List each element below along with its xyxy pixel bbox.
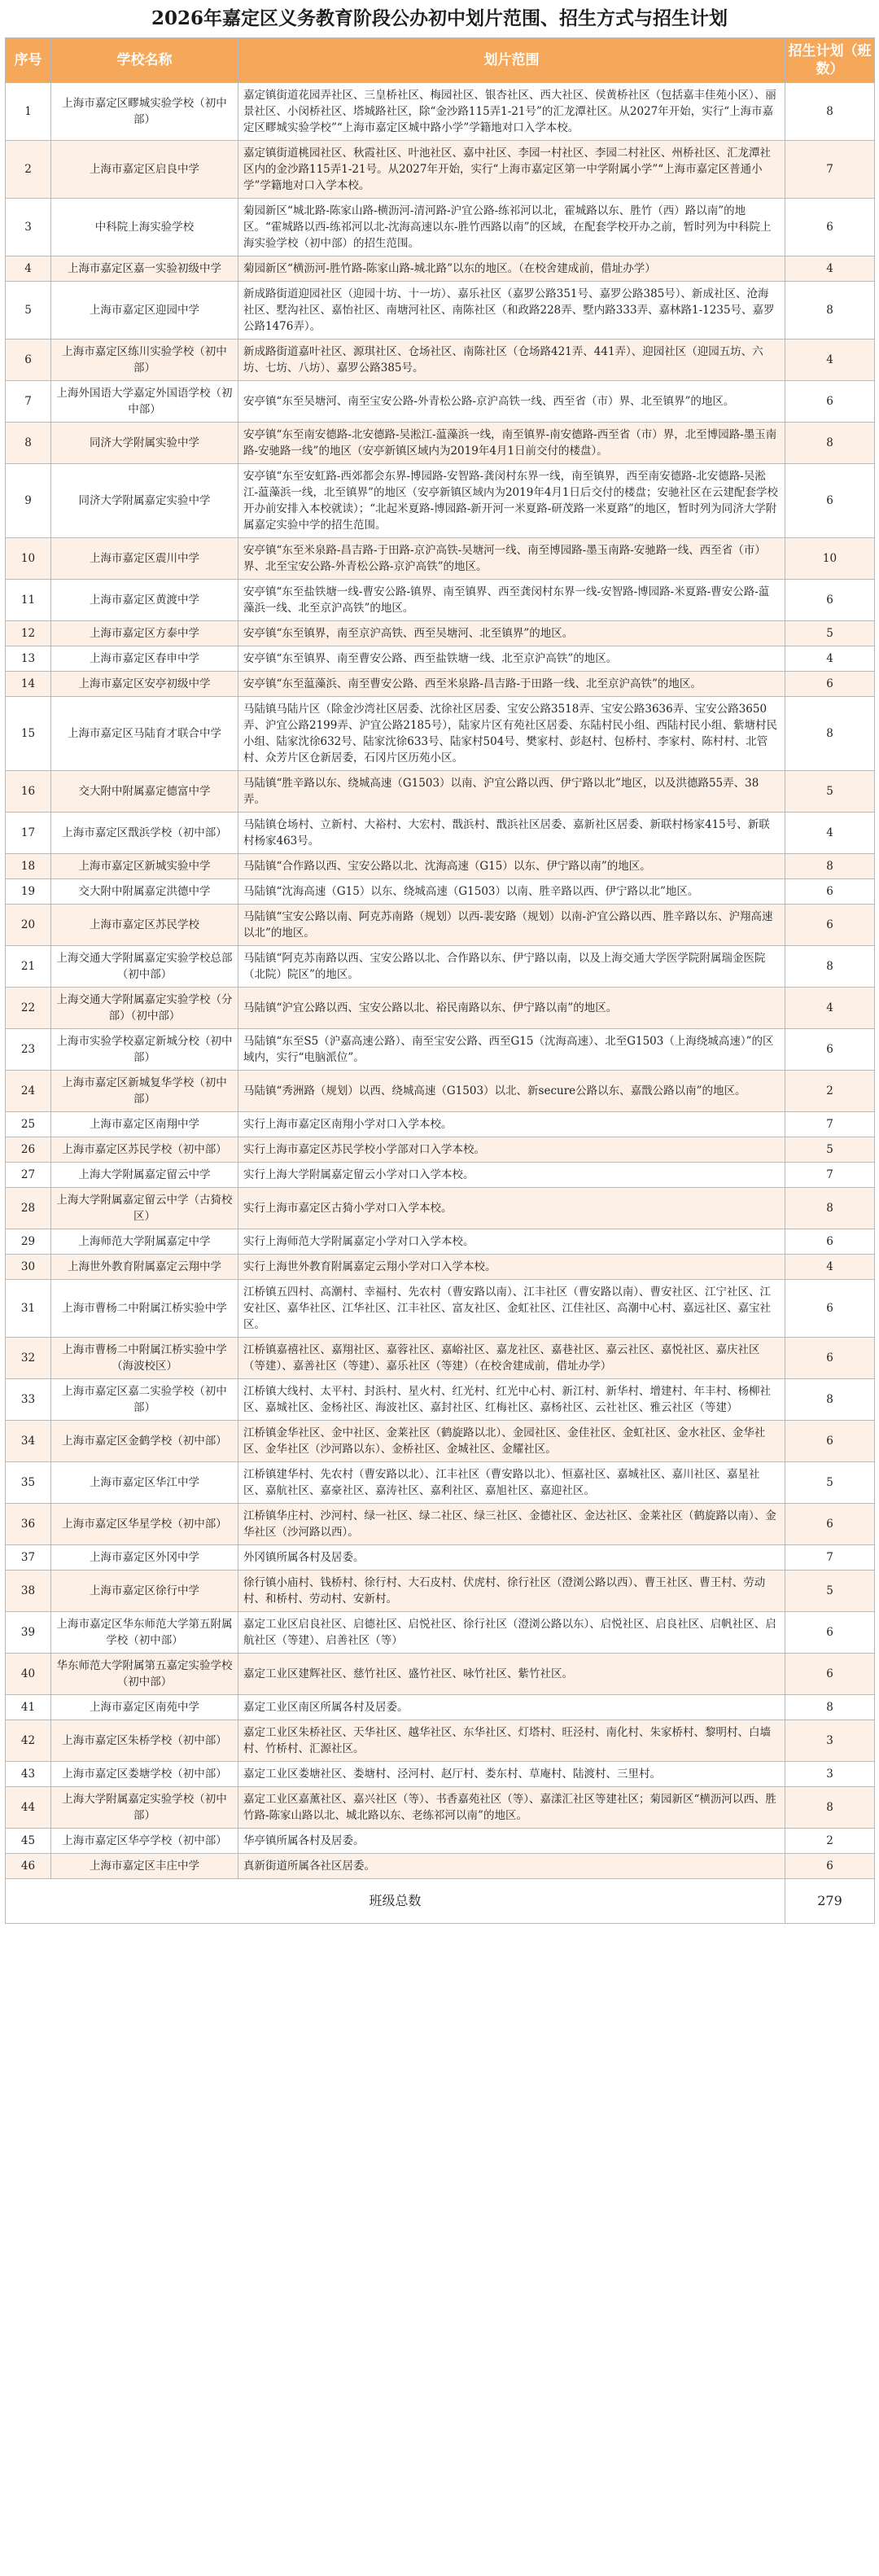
school-name: 上海市嘉定区黄渡中学 [51,580,238,621]
zoning-area: 马陆镇马陆片区（除金沙湾社区居委、沈徐社区居委、宝安公路3518弄、宝安公路3636弄、宝安公路3650弄、沪宜公路2199弄、沪宜公路2185号），陆家片区有苑社区居委、东陆村民小组、西陆村民小组、紫塘村民小组、陆家沈徐632号、陆家沈徐633号、陆家村504号、樊家村、彭赵村、包桥村、李家村、陈村村、北管村、众芳片区仓新居委，石冈片区历苑小区。 [238,697,785,771]
row-index: 12 [6,621,51,646]
zoning-area: 实行上海市嘉定区苏民学校小学部对口入学本校。 [238,1137,785,1163]
enrollment-plan: 6 [785,879,875,905]
school-name: 交大附中附属嘉定德富中学 [51,771,238,813]
enrollment-plan: 6 [785,464,875,538]
zoning-area: 嘉定工业区建辉社区、慈竹社区、盛竹社区、咏竹社区、紫竹社区。 [238,1654,785,1695]
row-index: 11 [6,580,51,621]
table-row [6,1762,875,1787]
school-name: 上海市嘉定区迎园中学 [51,282,238,340]
table-row [6,813,875,854]
school-name: 上海市嘉定区春申中学 [51,646,238,672]
zoning-area: 华亭镇所属各村及居委。 [238,1829,785,1854]
zoning-area: 安亭镇“东至蕰藻浜、南至曹安公路、西至米泉路-昌吉路-于田路一线、北至京沪高铁”的地区。 [238,672,785,697]
table-row [6,1545,875,1571]
school-name: 上海市嘉定区徐行中学 [51,1571,238,1612]
school-name: 上海市嘉定区方泰中学 [51,621,238,646]
table-row [6,1854,875,1879]
row-index: 17 [6,813,51,854]
zoning-area: 菊园新区“横沥河-胜竹路-陈家山路-城北路”以东的地区。（在校舍建成前，借址办学） [238,256,785,282]
zoning-area: 实行上海世外教育附属嘉定云翔小学对口入学本校。 [238,1255,785,1280]
zoning-area: 实行上海大学附属嘉定留云小学对口入学本校。 [238,1163,785,1188]
zoning-area: 实行上海师范大学附属嘉定小学对口入学本校。 [238,1229,785,1255]
school-name: 上海市嘉定区朱桥学校（初中部） [51,1720,238,1762]
table-header-row [6,38,875,83]
school-name: 上海市嘉定区外冈中学 [51,1545,238,1571]
table-row [6,141,875,199]
school-name: 上海市嘉定区嘉二实验学校（初中部） [51,1379,238,1421]
row-index: 29 [6,1229,51,1255]
table-row [6,1071,875,1112]
school-name: 上海世外教育附属嘉定云翔中学 [51,1255,238,1280]
row-index: 39 [6,1612,51,1654]
school-name: 上海市嘉定区南翔中学 [51,1112,238,1137]
table-row [6,1829,875,1854]
table-row [6,1787,875,1829]
zoning-area: 新成路街道迎园社区（迎园十坊、十一坊）、嘉乐社区（嘉罗公路351号、嘉罗公路385号）、新成社区、沧海社区、墅沟社区、嘉怡社区、南塘河社区、南陈社区（和政路228弄、墅内路333弄、嘉林路1-1235号、嘉罗公路1476弄）。 [238,282,785,340]
row-index: 19 [6,879,51,905]
row-index: 3 [6,199,51,256]
school-name: 上海市嘉定区启良中学 [51,141,238,199]
enrollment-plan: 8 [785,83,875,141]
school-name: 上海市实验学校嘉定新城分校（初中部） [51,1029,238,1071]
table-body [6,83,875,1879]
table-row [6,697,875,771]
enrollment-plan: 8 [785,1188,875,1229]
table-row [6,1229,875,1255]
zoning-area: 马陆镇“宝安公路以南、阿克苏南路（规划）以西-裴安路（规划）以南-沪宜公路以西、胜辛路以东、沪翔高速以北”的地区。 [238,905,785,946]
row-index: 15 [6,697,51,771]
zoning-area: 外冈镇所属各村及居委。 [238,1545,785,1571]
enrollment-plan: 6 [785,672,875,697]
page-title: 2026年嘉定区义务教育阶段公办初中划片范围、招生方式与招生计划 [151,7,728,29]
zoning-area: 徐行镇小庙村、钱桥村、徐行村、大石皮村、伏虎村、徐行社区（澄浏公路以西）、曹王社区、曹王村、劳动村、和桥村、劳动村、安新村。 [238,1571,785,1612]
enrollment-plan: 8 [785,1379,875,1421]
enrollment-plan: 4 [785,256,875,282]
enrollment-plan: 4 [785,340,875,381]
table-row [6,381,875,423]
table-row [6,646,875,672]
zoning-area: 新成路街道嘉叶社区、源琪社区、仓场社区、南陈社区（仓场路421弄、441弄）、迎园社区（迎园五坊、六坊、七坊、八坊）、嘉罗公路385号。 [238,340,785,381]
school-name: 上海市嘉定区练川实验学校（初中部） [51,340,238,381]
zoning-area: 安亭镇“东至吴塘河、南至宝安公路-外青松公路-京沪高铁一线、西至省（市）界、北至镇界”的地区。 [238,381,785,423]
row-index: 25 [6,1112,51,1137]
table-row [6,672,875,697]
table-row [6,1379,875,1421]
school-name: 同济大学附属嘉定实验中学 [51,464,238,538]
enrollment-plan: 6 [785,1612,875,1654]
enrollment-table [5,37,875,1924]
school-name: 华东师范大学附属第五嘉定实验学校（初中部） [51,1654,238,1695]
zoning-area: 马陆镇“胜辛路以东、绕城高速（G1503）以南、沪宜公路以西、伊宁路以北”地区，以及洪德路55弄、38弄。 [238,771,785,813]
total-row [6,1879,875,1924]
school-name: 上海市嘉定区马陆育才联合中学 [51,697,238,771]
row-index: 21 [6,946,51,988]
header-school: 学校名称 [51,38,238,83]
school-name: 上海师范大学附属嘉定中学 [51,1229,238,1255]
row-index: 24 [6,1071,51,1112]
enrollment-plan: 3 [785,1762,875,1787]
table-row [6,1188,875,1229]
row-index: 8 [6,423,51,464]
header-plan: 招生计划（班数） [785,38,875,83]
school-name: 上海市嘉定区新城复华学校（初中部） [51,1071,238,1112]
row-index: 22 [6,988,51,1029]
row-index: 4 [6,256,51,282]
school-name: 上海市嘉定区疁城实验学校（初中部） [51,83,238,141]
table-row [6,1137,875,1163]
school-name: 上海市嘉定区华东师范大学第五附属学校（初中部） [51,1612,238,1654]
enrollment-plan: 8 [785,1787,875,1829]
table-row [6,946,875,988]
zoning-area: 嘉定工业区娄塘社区、娄塘村、泾河村、赵厅村、娄东村、草庵村、陆渡村、三里村。 [238,1762,785,1787]
table-row [6,1338,875,1379]
zoning-area: 马陆镇“秀洲路（规划）以西、绕城高速（G1503）以北、新secure公路以东、嘉戬公路以南”的地区。 [238,1071,785,1112]
enrollment-plan: 5 [785,621,875,646]
zoning-area: 安亭镇“东至南安德路-北安德路-吴淞江-蕰藻浜一线，南至镇界-南安德路-西至省（市）界，北至博园路-墨玉南路-安驰路一线”的地区（安亭新镇区域内为2019年4月1日前交付的楼盘）。 [238,423,785,464]
enrollment-plan: 2 [785,1071,875,1112]
school-name: 上海市曹杨二中附属江桥实验中学 [51,1280,238,1338]
school-name: 上海大学附属嘉定实验学校（初中部） [51,1787,238,1829]
row-index: 7 [6,381,51,423]
row-index: 18 [6,854,51,879]
enrollment-plan: 5 [785,771,875,813]
row-index: 23 [6,1029,51,1071]
table-row [6,1654,875,1695]
school-name: 上海大学附属嘉定留云中学 [51,1163,238,1188]
enrollment-plan: 8 [785,423,875,464]
row-index: 35 [6,1462,51,1504]
school-name: 上海大学附属嘉定留云中学（古猗校区） [51,1188,238,1229]
enrollment-plan: 6 [785,1280,875,1338]
table-row [6,771,875,813]
enrollment-plan: 6 [785,199,875,256]
header-index: 序号 [6,38,51,83]
school-name: 交大附中附属嘉定洪德中学 [51,879,238,905]
enrollment-plan: 7 [785,1112,875,1137]
enrollment-plan: 6 [785,381,875,423]
table-row [6,1029,875,1071]
table-row [6,905,875,946]
enrollment-plan: 6 [785,1854,875,1879]
row-index: 30 [6,1255,51,1280]
school-name: 上海市嘉定区苏民学校 [51,905,238,946]
row-index: 13 [6,646,51,672]
row-index: 45 [6,1829,51,1854]
zoning-area: 嘉定工业区启良社区、启德社区、启悦社区、徐行社区（澄浏公路以东）、启悦社区、启良社区、启帆社区、启航社区（等建）、启善社区（等） [238,1612,785,1654]
school-name: 上海市曹杨二中附属江桥实验中学（海波校区） [51,1338,238,1379]
row-index: 20 [6,905,51,946]
table-row [6,340,875,381]
row-index: 44 [6,1787,51,1829]
zoning-area: 江桥镇大线村、太平村、封浜村、星火村、红光村、红光中心村、新江村、新华村、增建村、年丰村、杨柳社区、嘉城社区、金杨社区、海波社区、嘉封社区、红梅社区、嘉杨社区、云社社区、雅云社区（等建） [238,1379,785,1421]
total-value: 279 [785,1879,875,1924]
row-index: 38 [6,1571,51,1612]
table-row [6,879,875,905]
school-name: 上海市嘉定区金鹤学校（初中部） [51,1421,238,1462]
school-name: 上海市嘉定区南苑中学 [51,1695,238,1720]
school-name: 上海市嘉定区丰庄中学 [51,1854,238,1879]
enrollment-plan: 5 [785,1137,875,1163]
row-index: 42 [6,1720,51,1762]
row-index: 10 [6,538,51,580]
school-name: 上海交通大学附属嘉定实验学校（分部）（初中部） [51,988,238,1029]
table-row [6,538,875,580]
header-area: 划片范围 [238,38,785,83]
enrollment-plan: 4 [785,646,875,672]
enrollment-plan: 4 [785,988,875,1029]
table-row [6,83,875,141]
row-index: 14 [6,672,51,697]
row-index: 34 [6,1421,51,1462]
table-row [6,1571,875,1612]
table-row [6,1255,875,1280]
enrollment-plan: 2 [785,1829,875,1854]
enrollment-plan: 10 [785,538,875,580]
school-name: 上海交通大学附属嘉定实验学校总部（初中部） [51,946,238,988]
total-label: 班级总数 [6,1879,785,1924]
zoning-area: 安亭镇“东至镇界、南至曹安公路、西至盐铁塘一线、北至京沪高铁”的地区。 [238,646,785,672]
row-index: 33 [6,1379,51,1421]
enrollment-plan: 6 [785,1504,875,1545]
school-name: 上海市嘉定区娄塘学校（初中部） [51,1762,238,1787]
enrollment-plan: 6 [785,1338,875,1379]
table-row [6,621,875,646]
zoning-area: 嘉定工业区朱桥社区、天华社区、越华社区、东华社区、灯塔村、旺泾村、南化村、朱家桥村、黎明村、白墙村、竹桥村、汇源社区。 [238,1720,785,1762]
row-index: 2 [6,141,51,199]
table-row [6,282,875,340]
school-name: 上海市嘉定区震川中学 [51,538,238,580]
zoning-area: 安亭镇“东至米泉路-昌吉路-于田路-京沪高铁-吴塘河一线、南至博园路-墨玉南路-安驰路一线、西至省（市）界、北至宝安公路-外青松公路-京沪高铁”的地区。 [238,538,785,580]
zoning-area: 嘉定工业区嘉薰社区、嘉兴社区（等）、书香嘉苑社区（等）、嘉漾汇社区等建社区；菊园新区“横沥河以西、胜竹路-陈家山路以北、城北路以东、老练祁河以南”的地区。 [238,1787,785,1829]
zoning-area: 江桥镇建华村、先农村（曹安路以北）、江丰社区（曹安路以北）、恒嘉社区、嘉城社区、嘉川社区、嘉星社区、嘉航社区、嘉豪社区、嘉涛社区、嘉利社区、嘉旭社区、嘉迎社区。 [238,1462,785,1504]
zoning-area: 安亭镇“东至盐铁塘一线-曹安公路-镇界、南至镇界、西至龚闵村东界一线-安智路-博园路-米夏路-曹安公路-蕰藻浜一线、北至京沪高铁”的地区。 [238,580,785,621]
enrollment-plan: 8 [785,697,875,771]
table-row [6,1504,875,1545]
table-row [6,1163,875,1188]
enrollment-plan: 6 [785,1654,875,1695]
table-row [6,1612,875,1654]
row-index: 32 [6,1338,51,1379]
table-row [6,464,875,538]
row-index: 28 [6,1188,51,1229]
enrollment-plan: 4 [785,813,875,854]
zoning-area: 马陆镇“合作路以西、宝安公路以北、沈海高速（G15）以东、伊宁路以南”的地区。 [238,854,785,879]
table-row [6,854,875,879]
school-name: 上海市嘉定区华星学校（初中部） [51,1504,238,1545]
enrollment-plan: 6 [785,1029,875,1071]
row-index: 5 [6,282,51,340]
zoning-area: 实行上海市嘉定区古猗小学对口入学本校。 [238,1188,785,1229]
school-name: 上海市嘉定区嘉一实验初级中学 [51,256,238,282]
school-name: 上海市嘉定区华亭学校（初中部） [51,1829,238,1854]
enrollment-plan: 6 [785,580,875,621]
row-index: 6 [6,340,51,381]
row-index: 36 [6,1504,51,1545]
row-index: 37 [6,1545,51,1571]
school-name: 上海外国语大学嘉定外国语学校（初中部） [51,381,238,423]
zoning-area: 安亭镇“东至镇界，南至京沪高铁、西至吴塘河、北至镇界”的地区。 [238,621,785,646]
school-name: 中科院上海实验学校 [51,199,238,256]
zoning-area: 实行上海市嘉定区南翔小学对口入学本校。 [238,1112,785,1137]
zoning-area: 马陆镇“阿克苏南路以西、宝安公路以北、合作路以东、伊宁路以南，以及上海交通大学医学院附属瑞金医院（北院）院区”的地区。 [238,946,785,988]
enrollment-plan: 5 [785,1571,875,1612]
table-row [6,1695,875,1720]
table-row [6,1462,875,1504]
row-index: 16 [6,771,51,813]
zoning-area: 马陆镇“沈海高速（G15）以东、绕城高速（G1503）以南、胜辛路以西、伊宁路以北”地区。 [238,879,785,905]
row-index: 26 [6,1137,51,1163]
row-index: 1 [6,83,51,141]
school-name: 上海市嘉定区苏民学校（初中部） [51,1137,238,1163]
table-row [6,423,875,464]
row-index: 43 [6,1762,51,1787]
table-row [6,1421,875,1462]
enrollment-plan: 3 [785,1720,875,1762]
enrollment-plan: 4 [785,1255,875,1280]
zoning-area: 真新街道所属各社区居委。 [238,1854,785,1879]
enrollment-plan: 5 [785,1462,875,1504]
table-row [6,1112,875,1137]
row-index: 41 [6,1695,51,1720]
school-name: 上海市嘉定区戬浜学校（初中部） [51,813,238,854]
row-index: 27 [6,1163,51,1188]
enrollment-plan: 6 [785,1421,875,1462]
school-name: 上海市嘉定区新城实验中学 [51,854,238,879]
zoning-area: 马陆镇仓场村、立新村、大裕村、大宏村、戬浜村、戬浜社区居委、嘉新社区居委、新联村杨家415号、新联村杨家463号。 [238,813,785,854]
enrollment-plan: 8 [785,1695,875,1720]
table-row [6,1720,875,1762]
zoning-area: 菊园新区“城北路-陈家山路-横沥河-清河路-沪宜公路-练祁河以北，霍城路以东、胜竹（西）路以南”的地区。“霍城路以西-练祁河以北-沈海高速以东-胜竹西路以南”的区域，在配套学校开办之前，暂时列为中科院上海实验学校（初中部）的招生范围。 [238,199,785,256]
table-row [6,988,875,1029]
enrollment-plan: 6 [785,1229,875,1255]
table-row [6,580,875,621]
school-name: 上海市嘉定区华江中学 [51,1462,238,1504]
row-index: 46 [6,1854,51,1879]
zoning-area: 嘉定工业区南区所属各村及居委。 [238,1695,785,1720]
row-index: 31 [6,1280,51,1338]
zoning-area: 江桥镇嘉禧社区、嘉翔社区、嘉蓉社区、嘉峪社区、嘉龙社区、嘉巷社区、嘉云社区、嘉悦社区、嘉庆社区（等建）、嘉善社区（等建）、嘉乐社区（等建）（在校舍建成前，借址办学） [238,1338,785,1379]
enrollment-plan: 7 [785,1163,875,1188]
zoning-area: 马陆镇“东至S5（沪嘉高速公路）、南至宝安公路、西至G15（沈海高速）、北至G1503（上海绕城高速）”的区域内，实行“电脑派位”。 [238,1029,785,1071]
enrollment-plan: 8 [785,946,875,988]
row-index: 9 [6,464,51,538]
enrollment-plan: 7 [785,141,875,199]
enrollment-plan: 8 [785,854,875,879]
zoning-area: 嘉定镇街道桃园社区、秋霞社区、叶池社区、嘉中社区、李园一村社区、李园二村社区、州桥社区、汇龙潭社区内的金沙路115弄1-21号。从2027年开始，实行“上海市嘉定区第一中学附属小学”“上海市嘉定区普通小学”学籍地对口入学本校。 [238,141,785,199]
school-name: 上海市嘉定区安亭初级中学 [51,672,238,697]
zoning-area: 江桥镇五四村、高潮村、幸福村、先农村（曹安路以南）、江丰社区（曹安路以南）、曹安社区、江宁社区、江安社区、嘉华社区、江华社区、江丰社区、富友社区、金虹社区、江佳社区、高潮中心村、嘉远社区、嘉宝社区。 [238,1280,785,1338]
row-index: 40 [6,1654,51,1695]
zoning-area: 嘉定镇街道花园弄社区、三皇桥社区、梅园社区、银杏社区、西大社区、侯黄桥社区（包括嘉丰佳苑小区）、丽景社区、小闵桥社区、塔城路社区，除“金沙路115弄1-21号”的汇龙潭社区。从2027年开始，实行“上海市嘉定区疁城实验学校”“上海市嘉定区城中路小学”学籍地对口入学本校。 [238,83,785,141]
school-name: 同济大学附属实验中学 [51,423,238,464]
enrollment-plan: 8 [785,282,875,340]
table-row [6,199,875,256]
zoning-area: 马陆镇“沪宜公路以西、宝安公路以北、裕民南路以东、伊宁路以南”的地区。 [238,988,785,1029]
table-row [6,1280,875,1338]
zoning-area: 安亭镇“东至安虹路-西郊都会东界-博园路-安智路-龚闵村东界一线，南至镇界，西至南安德路-北安德路-吴淞江-蕰藻浜一线，北至镇界”的地区（安亭新镇区域内为2019年4月1日后交付的楼盘；安驰社区在云建配套学校开办前安排入本校就读）；“北起米夏路-博园路-新开河一米夏路-研茂路一米夏路”的地区，暂时列为同济大学附属嘉定实验中学的招生范围。 [238,464,785,538]
zoning-area: 江桥镇华庄村、沙河村、绿一社区、绿二社区、绿三社区、金德社区、金达社区、金莱社区（鹤旋路以南）、金华社区（沙河路以西）。 [238,1504,785,1545]
table-row [6,256,875,282]
enrollment-plan: 7 [785,1545,875,1571]
zoning-area: 江桥镇金华社区、金中社区、金莱社区（鹤旋路以北）、金园社区、金佳社区、金虹社区、金水社区、金华社区、金华社区（沙河路以东）、金桥社区、金城社区、金耀社区。 [238,1421,785,1462]
enrollment-plan: 6 [785,905,875,946]
